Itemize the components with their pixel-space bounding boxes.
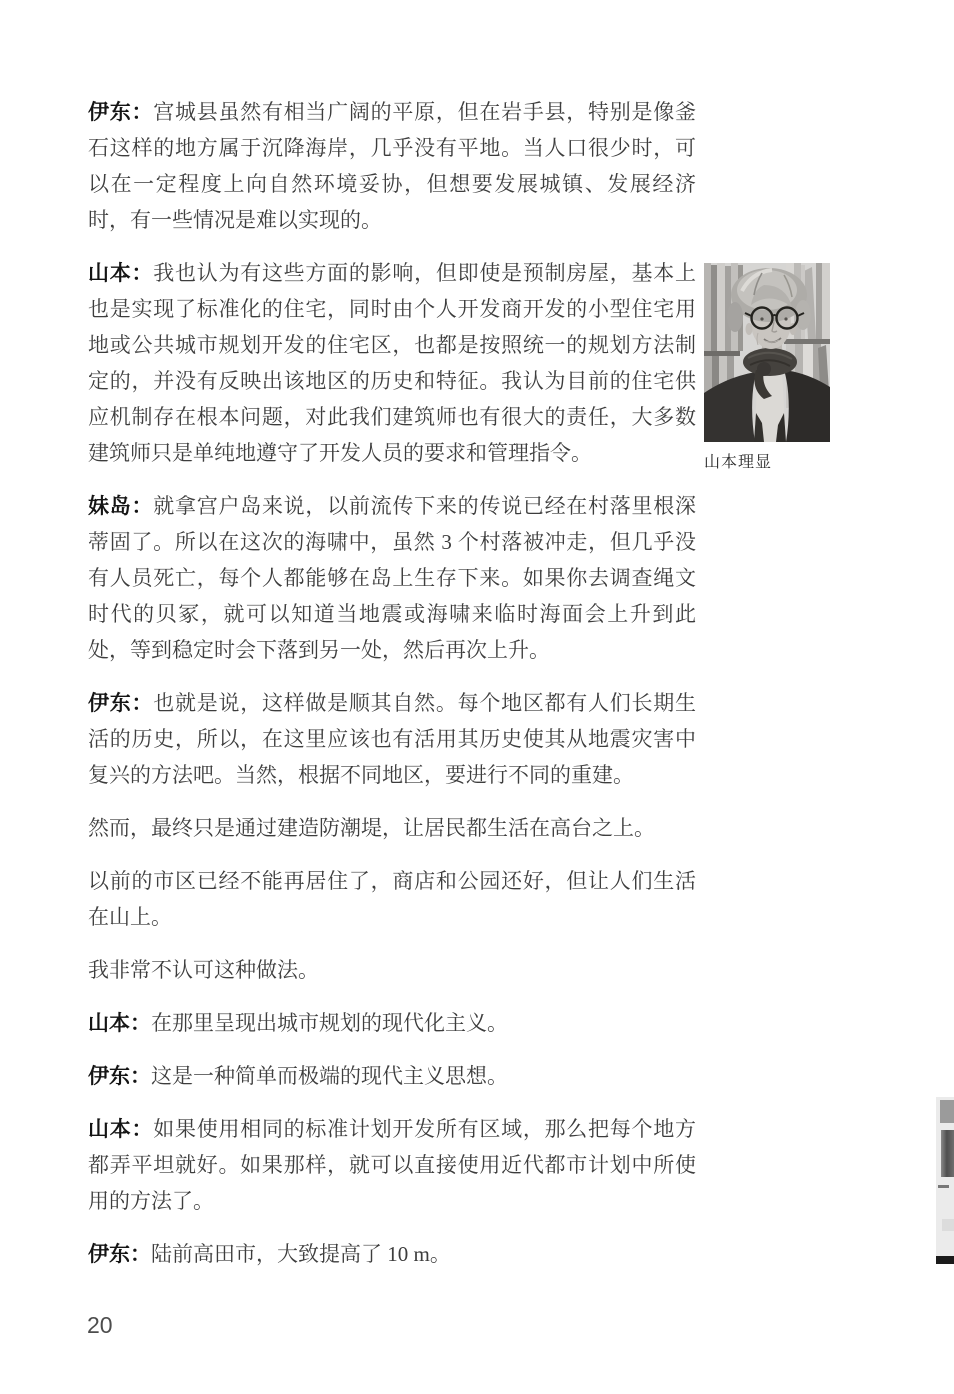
edge-fragment-dash <box>938 1185 949 1188</box>
dialogue-paragraph <box>88 685 696 793</box>
edge-fragment-dark-streak <box>941 1130 954 1177</box>
paragraph-text: 就拿宫户岛来说，以前流传下来的传说已经在村落里根深蒂固了。所以在这次的海啸中，虽然 3 个村落被冲走，但几乎没有人员死亡，每个人都能够在岛上生存下来。如果你去调查绳文时代的贝冢，就可以知道当地震或海啸来临时海面会上升到此处，等到稳定时会下落到另一处，然后再次上升。 <box>88 494 697 662</box>
dialogue-paragraph <box>88 1058 696 1094</box>
paragraph-text: 宫城县虽然有相当广阔的平原，但在岩手县，特别是像釜石这样的地方属于沉降海岸，几乎没有平地。当人口很少时，可以在一定程度上向自然环境妥协，但想要发展城镇、发展经济时，有一些情况是难以实现的。 <box>88 100 697 232</box>
page-number: 20 <box>87 1312 113 1338</box>
paragraph-text: 以前的市区已经不能再居住了，商店和公园还好，但让人们生活在山上。 <box>88 869 696 929</box>
speaker-name: 山本： <box>88 1117 154 1141</box>
edge-fragment-gray-block <box>940 1100 954 1123</box>
speaker-name: 伊东： <box>88 691 154 715</box>
dialogue-paragraph <box>88 1236 696 1272</box>
speaker-name: 妹岛： <box>88 494 154 518</box>
dialogue-paragraph <box>88 488 696 668</box>
dialogue-paragraph <box>88 810 696 846</box>
dialogue-paragraph <box>88 1005 696 1041</box>
dialogue-paragraph <box>88 255 696 471</box>
paragraph-text: 这是一种简单而极端的现代主义思想。 <box>151 1064 508 1088</box>
dialogue-paragraph <box>88 1111 696 1219</box>
paragraph-text: 在那里呈现出城市规划的现代化主义。 <box>151 1011 508 1035</box>
speaker-name: 山本： <box>88 1011 151 1035</box>
portrait-figure <box>704 263 830 472</box>
speaker-name: 山本： <box>88 261 154 285</box>
edge-fragment-black-bar <box>936 1256 954 1264</box>
paragraph-text: 也就是说，这样做是顺其自然。每个地区都有人们长期生活的历史，所以，在这里应该也有活用其历史使其从地震灾害中复兴的方法吧。当然，根据不同地区，要进行不同的重建。 <box>88 691 697 787</box>
speaker-name: 伊东： <box>88 1242 151 1266</box>
speaker-name: 伊东： <box>88 100 154 124</box>
dialogue-paragraph <box>88 94 696 238</box>
dialogue-paragraph <box>88 952 696 988</box>
page-edge-photo-fragment <box>936 1097 954 1264</box>
portrait-photo-riken-yamamoto <box>704 263 830 442</box>
paragraph-text: 如果使用相同的标准计划开发所有区域，那么把每个地方都弄平坦就好。如果那样，就可以直接使用近代都市计划中所使用的方法了。 <box>88 1117 697 1213</box>
paragraph-text: 陆前高田市，大致提高了 10 m。 <box>151 1242 451 1266</box>
photo-caption: 山本理显 <box>704 454 773 471</box>
paragraph-text: 然而，最终只是通过建造防潮堤，让居民都生活在高台之上。 <box>88 816 655 840</box>
paragraph-text: 我非常不认可这种做法。 <box>88 958 319 982</box>
dialogue-paragraph <box>88 863 696 935</box>
edge-fragment-faint-mark <box>942 1219 954 1231</box>
dialogue-column <box>88 94 696 1289</box>
paragraph-text: 我也认为有这些方面的影响，但即使是预制房屋，基本上也是实现了标准化的住宅，同时由个人开发商开发的小型住宅用地或公共城市规划开发的住宅区，也都是按照统一的规划方法制定的，并没有反映出该地区的历史和特征。我认为目前的住宅供应机制存在根本问题，对此我们建筑师也有很大的责任，大多数建筑师只是单纯地遵守了开发人员的要求和管理指令。 <box>88 261 697 465</box>
speaker-name: 伊东： <box>88 1064 151 1088</box>
